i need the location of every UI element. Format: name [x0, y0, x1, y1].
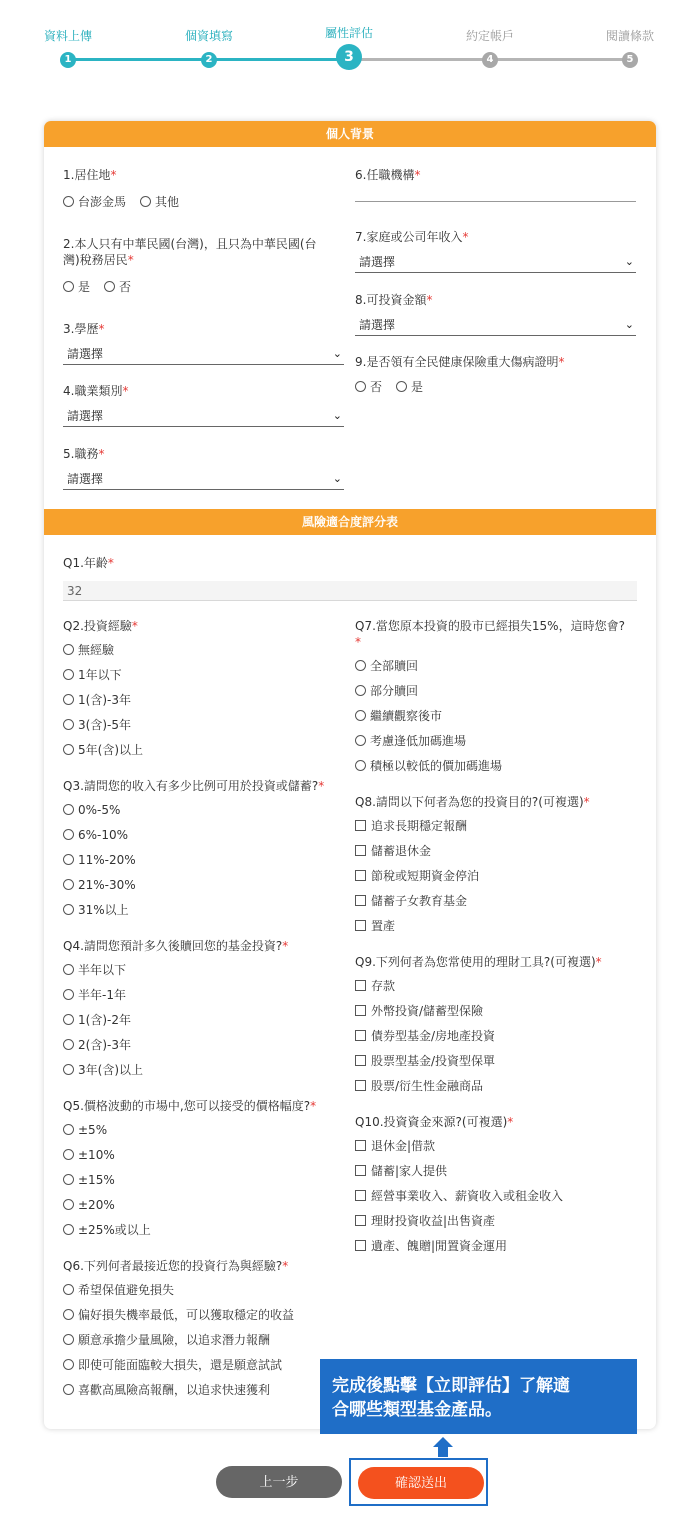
required-mark: * — [462, 230, 469, 244]
question-price-tolerance — [63, 1098, 316, 1242]
step-number: 3 — [336, 44, 362, 70]
radio-option[interactable]: 6%-10% — [63, 822, 324, 847]
radio-circle[interactable] — [396, 381, 407, 392]
question-employer — [355, 167, 636, 202]
step-number: 4 — [482, 52, 498, 68]
checkbox-option[interactable]: 股票/衍生性金融商品 — [355, 1073, 602, 1098]
question-investment-purpose — [355, 794, 590, 938]
question-position — [63, 446, 344, 490]
step-personal-info — [169, 28, 249, 68]
radio-option[interactable]: ±15% — [63, 1167, 316, 1192]
investable-amount-select[interactable]: 請選擇 ⌄ — [355, 316, 636, 336]
radio-option[interactable]: 積極以較低的價加碼進場 — [355, 753, 627, 778]
question-label: 7.家庭或公司年收入 — [355, 230, 463, 244]
radio-circle[interactable] — [63, 964, 74, 975]
radio-circle[interactable] — [63, 854, 74, 865]
question-label: Q9.下列何者為您常使用的理財工具?(可複選) — [355, 955, 596, 969]
required-mark: * — [414, 168, 421, 182]
radio-option[interactable]: 3年(含)以上 — [63, 1057, 288, 1082]
assessment-form-card — [44, 121, 656, 1429]
radio-option[interactable]: 否 — [104, 278, 131, 295]
education-select[interactable]: 請選擇 ⌄ — [63, 345, 344, 365]
step-label: 個資填寫 — [184, 29, 233, 43]
radio-circle[interactable] — [63, 904, 74, 915]
required-mark: * — [583, 795, 590, 809]
chevron-down-icon: ⌄ — [332, 472, 342, 485]
question-label: Q8.請問以下何者為您的投資目的?(可複選) — [355, 795, 584, 809]
radio-circle[interactable] — [63, 804, 74, 815]
question-fund-source — [355, 1114, 563, 1258]
radio-circle[interactable] — [63, 989, 74, 1000]
checkbox-square[interactable] — [355, 1240, 366, 1251]
required-mark: * — [127, 253, 134, 267]
required-mark: * — [131, 619, 138, 633]
checkbox-option[interactable]: 儲蓄|家人提供 — [355, 1158, 563, 1183]
chevron-down-icon: ⌄ — [332, 347, 342, 360]
question-label: Q7.當您原本投資的股市已經損失15%，這時您會? — [355, 619, 625, 633]
step-account — [450, 28, 530, 68]
radio-circle[interactable] — [63, 1039, 74, 1050]
radio-option[interactable]: 半年-1年 — [63, 982, 288, 1007]
instruction-callout — [320, 1359, 637, 1434]
radio-option[interactable]: ±5% — [63, 1117, 316, 1142]
checkbox-option[interactable]: 置產 — [355, 913, 590, 938]
required-mark: * — [310, 1099, 317, 1113]
question-investable-amount — [355, 292, 636, 336]
radio-option[interactable]: 31%以上 — [63, 897, 324, 922]
radio-circle[interactable] — [355, 381, 366, 392]
checkbox-option[interactable]: 理財投資收益|出售資產 — [355, 1208, 563, 1233]
section-title-personal: 個人背景 — [44, 121, 656, 147]
checkbox-option[interactable]: 外幣投資/儲蓄型保險 — [355, 998, 602, 1023]
radio-circle[interactable] — [104, 281, 115, 292]
question-label: Q2.投資經驗 — [63, 619, 132, 633]
step-label: 資料上傳 — [43, 29, 92, 43]
checkbox-square[interactable] — [355, 820, 366, 831]
section-title-risk: 風險適合度評分表 — [44, 509, 656, 535]
radio-option[interactable]: 全部贖回 — [355, 653, 627, 678]
occupation-select[interactable]: 請選擇 ⌄ — [63, 407, 344, 427]
radio-circle[interactable] — [63, 1334, 74, 1345]
question-label: 3.學歷 — [63, 322, 99, 336]
step-number: 1 — [60, 52, 76, 68]
confirm-submit-button[interactable]: 確認送出 — [358, 1467, 484, 1499]
question-label: 4.職業類別 — [63, 384, 123, 398]
checkbox-square[interactable] — [355, 1140, 366, 1151]
radio-option[interactable]: 願意承擔少量風險，以追求潛力報酬 — [63, 1327, 294, 1352]
question-market-loss — [355, 618, 627, 778]
question-investment-behavior — [63, 1258, 294, 1402]
callout-line: 合哪些類型基金產品。 — [332, 1400, 502, 1420]
question-residence — [63, 167, 193, 211]
question-redeem-period — [63, 938, 288, 1082]
radio-circle[interactable] — [140, 196, 151, 207]
radio-option[interactable]: 2(含)-3年 — [63, 1032, 288, 1057]
callout-line: 完成後點擊【立即評估】了解適 — [332, 1376, 570, 1396]
radio-circle[interactable] — [63, 1359, 74, 1370]
radio-circle[interactable] — [63, 694, 74, 705]
checkbox-square[interactable] — [355, 1215, 366, 1226]
question-label: Q3.請問您的收入有多少比例可用於投資或儲蓄? — [63, 779, 319, 793]
radio-option[interactable]: 希望保值避免損失 — [63, 1277, 294, 1302]
question-label: 5.職務 — [63, 447, 99, 461]
checkbox-square[interactable] — [355, 895, 366, 906]
radio-circle[interactable] — [355, 760, 366, 771]
question-experience — [63, 618, 143, 762]
radio-option[interactable]: 考慮逢低加碼進場 — [355, 728, 627, 753]
radio-option[interactable]: 台澎金馬 — [63, 193, 126, 210]
chevron-down-icon: ⌄ — [332, 409, 342, 422]
question-label: Q10.投資資金來源?(可複選) — [355, 1115, 508, 1129]
radio-circle[interactable] — [63, 644, 74, 655]
radio-option[interactable]: ±10% — [63, 1142, 316, 1167]
checkbox-option[interactable]: 追求長期穩定報酬 — [355, 813, 590, 838]
radio-option[interactable]: 無經驗 — [63, 637, 143, 662]
previous-step-button[interactable]: 上一步 — [216, 1466, 342, 1498]
required-mark: * — [318, 779, 325, 793]
question-financial-tools — [355, 954, 602, 1098]
step-label: 屬性評估 — [324, 26, 373, 40]
radio-circle[interactable] — [63, 719, 74, 730]
checkbox-option[interactable]: 股票型基金/投資型保單 — [355, 1048, 602, 1073]
radio-circle[interactable] — [63, 879, 74, 890]
checkbox-option[interactable]: 儲蓄退休金 — [355, 838, 590, 863]
checkbox-square[interactable] — [355, 870, 366, 881]
question-label: 1.居住地 — [63, 168, 111, 182]
radio-option[interactable]: ±25%或以上 — [63, 1217, 316, 1242]
question-label: Q5.價格波動的市場中,您可以接受的價格幅度? — [63, 1099, 311, 1113]
radio-option[interactable]: 半年以下 — [63, 957, 288, 982]
question-income-ratio — [63, 778, 324, 922]
radio-option[interactable]: 1(含)-3年 — [63, 687, 143, 712]
step-number: 5 — [622, 52, 638, 68]
radio-circle[interactable] — [63, 1224, 74, 1235]
radio-option[interactable]: 5年(含)以上 — [63, 737, 143, 762]
radio-circle[interactable] — [63, 669, 74, 680]
checkbox-option[interactable]: 退休金|借款 — [355, 1133, 563, 1158]
radio-option[interactable]: 3(含)-5年 — [63, 712, 143, 737]
arrow-up-icon — [433, 1437, 453, 1447]
question-age — [63, 555, 637, 601]
radio-option[interactable]: 1年以下 — [63, 662, 143, 687]
required-mark: * — [282, 1259, 289, 1273]
question-income — [355, 229, 636, 273]
step-assessment — [309, 25, 389, 70]
radio-circle[interactable] — [63, 1149, 74, 1160]
radio-option[interactable]: 是 — [396, 378, 423, 395]
step-label: 約定帳戶 — [465, 29, 514, 43]
radio-option[interactable]: 其他 — [140, 193, 179, 210]
checkbox-option[interactable]: 遺產、餽贈|閒置資金運用 — [355, 1233, 563, 1258]
radio-circle[interactable] — [355, 735, 366, 746]
radio-circle[interactable] — [63, 196, 74, 207]
required-mark: * — [282, 939, 289, 953]
step-upload — [28, 28, 108, 68]
chevron-down-icon: ⌄ — [624, 318, 634, 331]
radio-option[interactable]: 部分贖回 — [355, 678, 627, 703]
radio-option[interactable]: 即使可能面臨較大損失，還是願意試試 — [63, 1352, 294, 1377]
checkbox-square[interactable] — [355, 1030, 366, 1041]
radio-option[interactable]: 喜歡高風險高報酬，以追求快速獲利 — [63, 1377, 294, 1402]
step-terms — [590, 28, 670, 68]
required-mark: * — [595, 955, 602, 969]
radio-option[interactable]: 繼續觀察後市 — [355, 703, 627, 728]
radio-circle[interactable] — [63, 1199, 74, 1210]
age-input[interactable]: 32 — [63, 581, 637, 601]
question-label: Q1.年齡 — [63, 556, 108, 570]
question-label: Q4.請問您預計多久後贖回您的基金投資? — [63, 939, 283, 953]
question-label: 8.可投資金額 — [355, 293, 427, 307]
radio-circle[interactable] — [63, 1064, 74, 1075]
required-mark: * — [355, 635, 361, 649]
checkbox-square[interactable] — [355, 920, 366, 931]
checkbox-option[interactable]: 經營事業收入、薪資收入或租金收入 — [355, 1183, 563, 1208]
checkbox-option[interactable]: 存款 — [355, 973, 602, 998]
chevron-down-icon: ⌄ — [624, 255, 634, 268]
checkbox-square[interactable] — [355, 1165, 366, 1176]
radio-circle[interactable] — [63, 1124, 74, 1135]
arrow-stem — [438, 1447, 448, 1457]
required-mark: * — [558, 355, 565, 369]
employer-input[interactable] — [355, 201, 636, 202]
income-select[interactable]: 請選擇 ⌄ — [355, 253, 636, 273]
radio-circle[interactable] — [63, 1284, 74, 1295]
checkbox-square[interactable] — [355, 1190, 366, 1201]
radio-circle[interactable] — [63, 1309, 74, 1320]
radio-circle[interactable] — [355, 710, 366, 721]
radio-circle[interactable] — [355, 660, 366, 671]
question-major-illness — [355, 354, 564, 396]
radio-circle[interactable] — [63, 1174, 74, 1185]
required-mark: * — [426, 293, 433, 307]
checkbox-square[interactable] — [355, 845, 366, 856]
radio-option[interactable]: 0%-5% — [63, 797, 324, 822]
radio-option[interactable]: 11%-20% — [63, 847, 324, 872]
radio-option[interactable]: ±20% — [63, 1192, 316, 1217]
required-mark: * — [107, 556, 114, 570]
checkbox-option[interactable]: 節稅或短期資金停泊 — [355, 863, 590, 888]
step-number: 2 — [201, 52, 217, 68]
checkbox-square[interactable] — [355, 980, 366, 991]
progress-stepper — [0, 0, 700, 80]
radio-option[interactable]: 否 — [355, 378, 382, 395]
required-mark: * — [122, 384, 129, 398]
checkbox-square[interactable] — [355, 1005, 366, 1016]
question-education — [63, 321, 344, 365]
radio-circle[interactable] — [63, 1014, 74, 1025]
radio-circle[interactable] — [355, 685, 366, 696]
checkbox-square[interactable] — [355, 1080, 366, 1091]
radio-option[interactable]: 偏好損失機率最低，可以獲取穩定的收益 — [63, 1302, 294, 1327]
checkbox-option[interactable]: 債券型基金/房地產投資 — [355, 1023, 602, 1048]
question-label: Q6.下列何者最接近您的投資行為與經驗? — [63, 1259, 283, 1273]
radio-option[interactable]: 是 — [63, 278, 90, 295]
question-occupation-type — [63, 383, 344, 427]
radio-circle[interactable] — [63, 744, 74, 755]
required-mark: * — [98, 447, 105, 461]
question-label: 9.是否領有全民健康保險重大傷病證明 — [355, 355, 559, 369]
radio-circle[interactable] — [63, 829, 74, 840]
question-label: 6.任職機構 — [355, 168, 415, 182]
required-mark: * — [98, 322, 105, 336]
radio-option[interactable]: 21%-30% — [63, 872, 324, 897]
required-mark: * — [507, 1115, 514, 1129]
question-label: 2.本人只有中華民國(台灣)，且只為中華民國(台灣)稅務居民 — [63, 237, 317, 267]
position-select[interactable]: 請選擇 ⌄ — [63, 470, 344, 490]
checkbox-option[interactable]: 儲蓄子女教育基金 — [355, 888, 590, 913]
required-mark: * — [110, 168, 117, 182]
radio-circle[interactable] — [63, 281, 74, 292]
radio-circle[interactable] — [63, 1384, 74, 1395]
question-tax-resident — [63, 236, 333, 296]
step-label: 閱讀條款 — [605, 29, 654, 43]
checkbox-square[interactable] — [355, 1055, 366, 1066]
radio-option[interactable]: 1(含)-2年 — [63, 1007, 288, 1032]
